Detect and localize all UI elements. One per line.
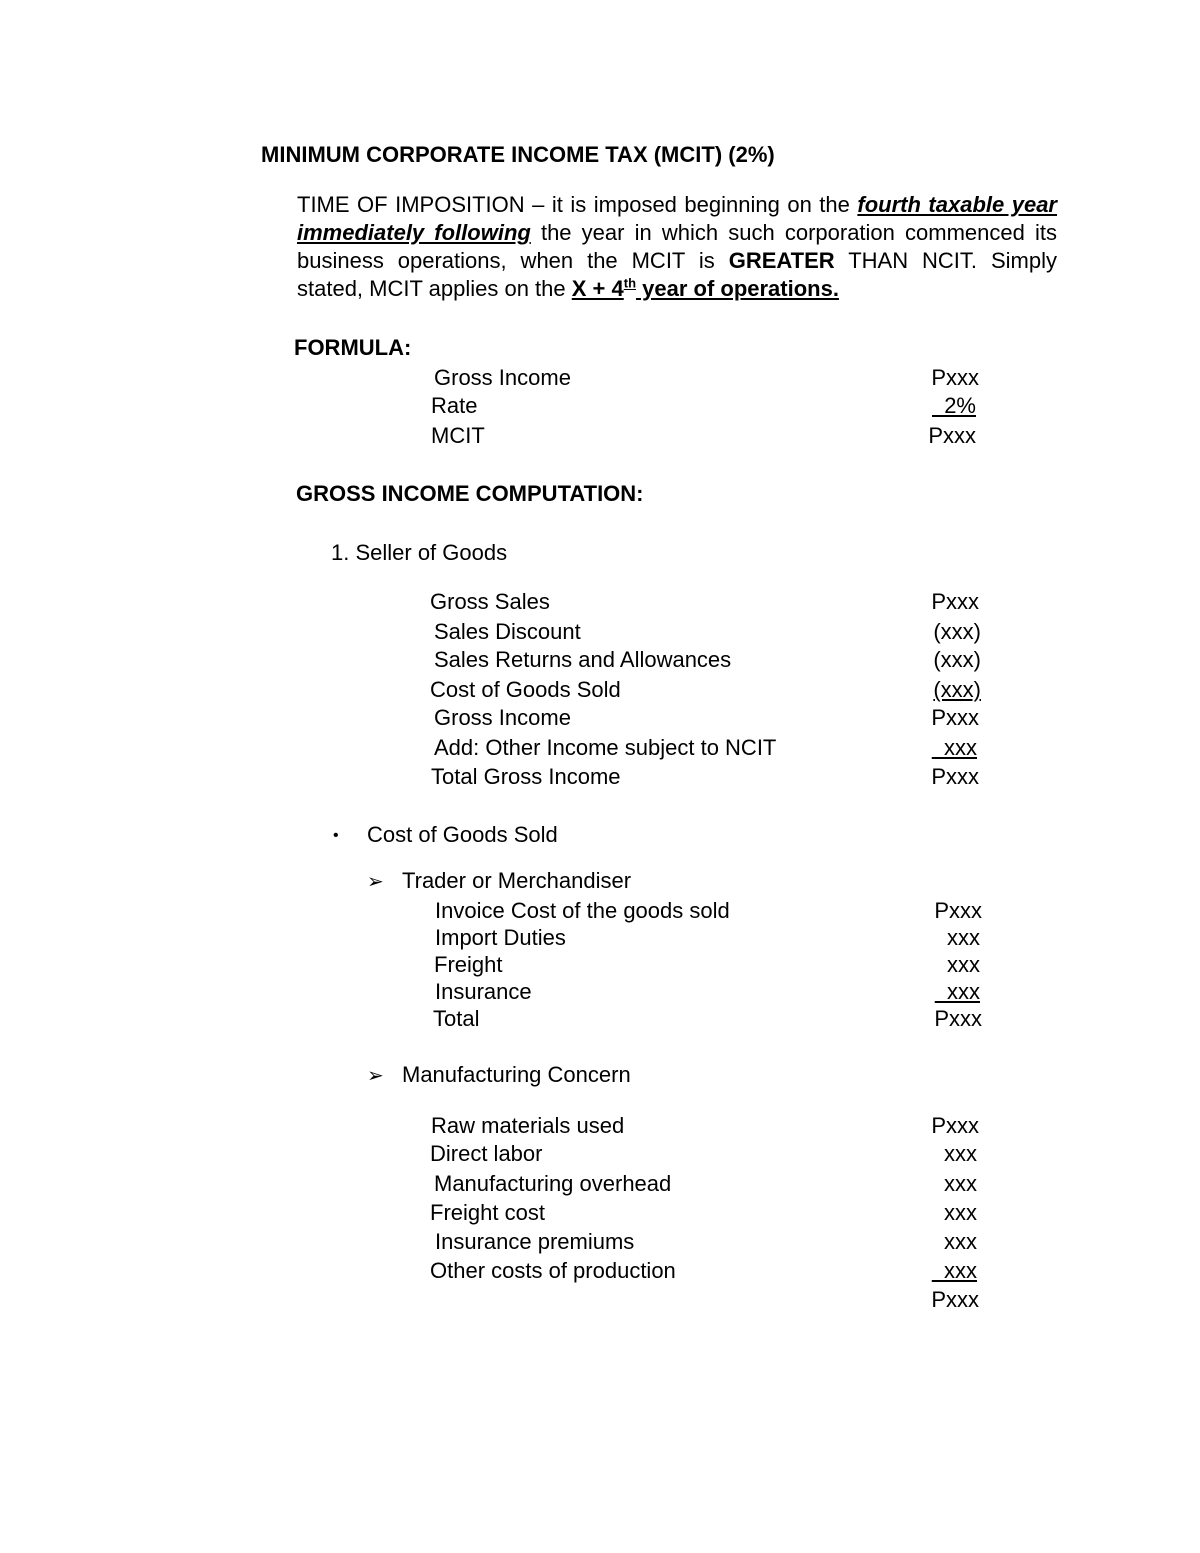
- trader-value: xxx: [947, 952, 980, 977]
- paragraph-text-3: THAN NCIT. Simply stated, MCIT applies on the: [297, 248, 1057, 301]
- immediately-following-emphasis: immediately following: [297, 220, 531, 245]
- gross-income-label: Sales Discount: [434, 619, 581, 644]
- manufacturing-label: Insurance premiums: [435, 1229, 635, 1254]
- arrow-bullet-icon: ➢: [367, 871, 384, 893]
- formula-value: Pxxx: [928, 423, 976, 448]
- greater-emphasis: GREATER: [728, 248, 835, 273]
- trader-value: xxx: [947, 925, 980, 950]
- manufacturing-value: xxx: [944, 1141, 977, 1166]
- formula-label: Gross Income: [434, 365, 571, 390]
- manufacturing-heading: Manufacturing Concern: [402, 1062, 631, 1087]
- formula-label: Rate: [431, 393, 478, 418]
- page-title: MINIMUM CORPORATE INCOME TAX (MCIT) (2%): [261, 142, 775, 167]
- fourth-taxable-year-emphasis: fourth taxable year: [857, 192, 1057, 217]
- trader-label: Total: [433, 1006, 480, 1031]
- manufacturing-label: Manufacturing overhead: [434, 1171, 672, 1196]
- superscript-th: th: [623, 275, 637, 291]
- manufacturing-value: Pxxx: [931, 1113, 979, 1138]
- gross-income-label: Total Gross Income: [431, 764, 621, 789]
- manufacturing-value: xxx: [944, 1229, 977, 1254]
- trader-heading: Trader or Merchandiser: [402, 868, 632, 893]
- gross-income-label: Gross Income: [434, 705, 571, 730]
- trader-label: Invoice Cost of the goods sold: [435, 898, 730, 923]
- gross-income-label: Add: Other Income subject to NCIT: [434, 735, 777, 760]
- formula-value: 2%: [931, 393, 976, 418]
- formula-value: Pxxx: [931, 365, 979, 390]
- formula-heading: FORMULA:: [294, 335, 412, 360]
- seller-of-goods-item: 1. Seller of Goods: [331, 540, 508, 565]
- bullet-icon: •: [333, 827, 339, 844]
- x-plus-four-emphasis: X + 4: [571, 276, 624, 301]
- year-of-operations-emphasis: year of operations.: [636, 276, 839, 301]
- manufacturing-value: xxx: [944, 1171, 977, 1196]
- trader-value: Pxxx: [934, 898, 982, 923]
- formula-label: MCIT: [431, 423, 485, 448]
- gross-income-value: xxx: [931, 735, 977, 760]
- gross-income-heading: GROSS INCOME COMPUTATION:: [296, 481, 644, 506]
- manufacturing-label: Direct labor: [430, 1141, 543, 1166]
- gross-income-value: Pxxx: [931, 589, 979, 614]
- cogs-heading: Cost of Goods Sold: [367, 822, 558, 847]
- manufacturing-label: Freight cost: [430, 1200, 545, 1225]
- manufacturing-label: Raw materials used: [431, 1113, 625, 1138]
- gross-income-label: Sales Returns and Allowances: [434, 647, 732, 672]
- gross-income-value: (xxx): [933, 647, 981, 672]
- gross-income-label: Cost of Goods Sold: [430, 677, 621, 702]
- manufacturing-total-value: Pxxx: [931, 1287, 979, 1312]
- arrow-bullet-icon: ➢: [367, 1065, 384, 1087]
- gross-income-label: Gross Sales: [430, 589, 550, 614]
- gross-income-value: Pxxx: [931, 705, 979, 730]
- trader-label: Freight: [434, 952, 503, 977]
- time-of-imposition-paragraph: [297, 191, 1057, 303]
- manufacturing-value: xxx: [931, 1258, 977, 1283]
- paragraph-text-1: TIME OF IMPOSITION – it is imposed beginning on the: [297, 192, 858, 217]
- trader-value: xxx: [934, 979, 980, 1004]
- paragraph-text-2: the year in which such corporation commenced its business operations, when the MCIT is: [297, 220, 1057, 273]
- manufacturing-value: xxx: [944, 1200, 977, 1225]
- gross-income-value: (xxx): [933, 677, 981, 702]
- trader-value: Pxxx: [934, 1006, 982, 1031]
- gross-income-value: Pxxx: [931, 764, 979, 789]
- trader-label: Insurance: [435, 979, 532, 1004]
- manufacturing-label: Other costs of production: [430, 1258, 676, 1283]
- trader-label: Import Duties: [435, 925, 566, 950]
- gross-income-value: (xxx): [933, 619, 981, 644]
